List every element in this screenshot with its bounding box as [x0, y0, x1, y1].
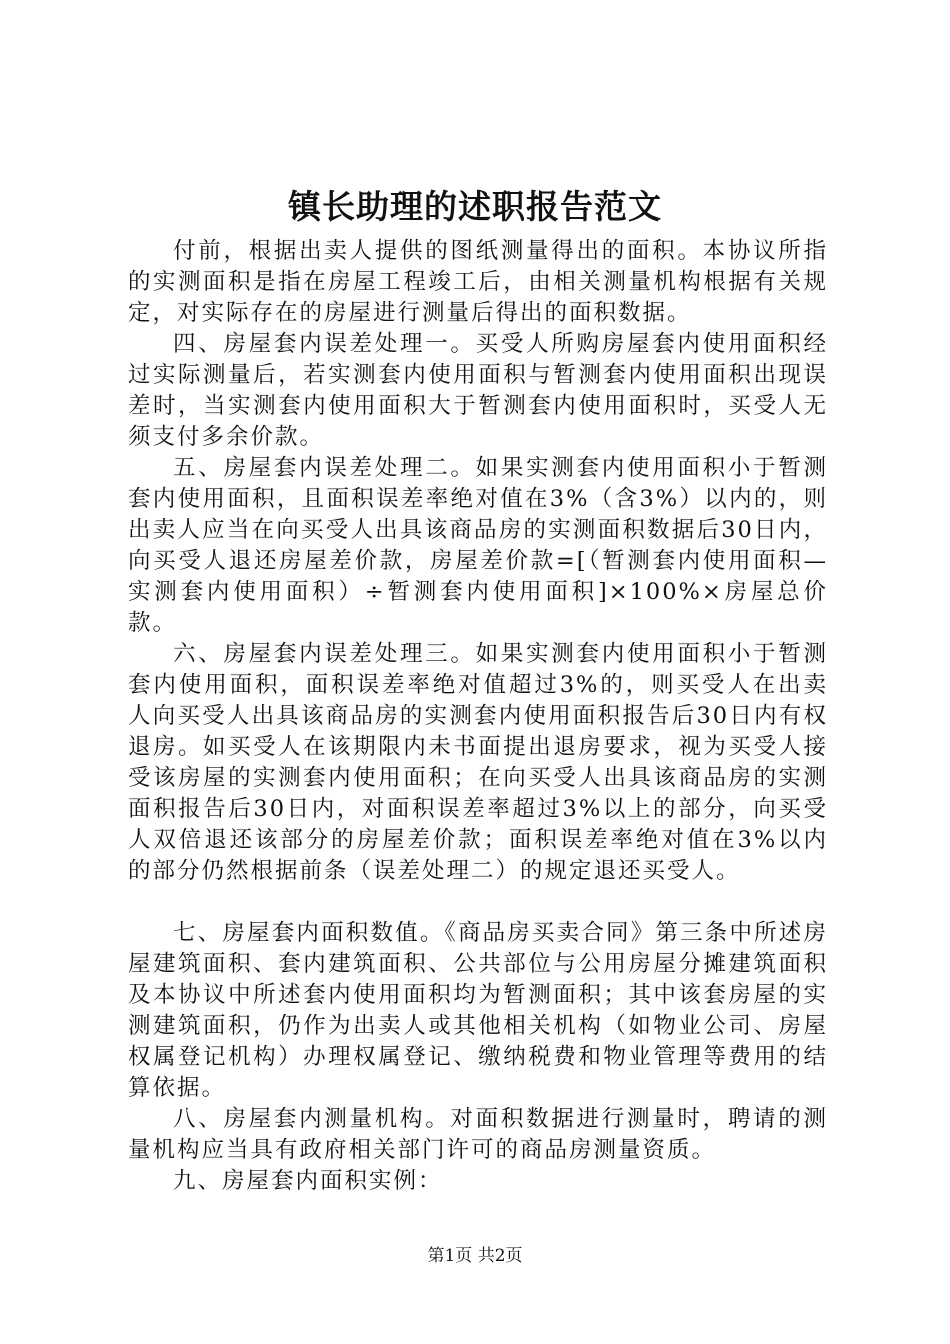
paragraph-clause-5: 五、房屋套内误差处理二。如果实测套内使用面积小于暂测套内使用面积，且面积误差率绝对值在3%（含3%）以内的，则出卖人应当在向买受人出具该商品房的实测面积数据后30日内，向买受人退还房屋差价款，房屋差价款=[（暂测套内使用面积—实测套内使用面积）÷暂测套内使用面积]×100%×房屋总价款。	[128, 455, 828, 636]
paragraph-clause-4: 四、房屋套内误差处理一。买受人所购房屋套内使用面积经过实际测量后，若实测套内使用面积与暂测套内使用面积出现误差时，当实测套内使用面积大于暂测套内使用面积时，买受人无须支付多余价款。	[128, 331, 828, 450]
paragraph-clause-7: 七、房屋套内面积数值。《商品房买卖合同》第三条中所述房屋建筑面积、套内建筑面积、公共部位与公用房屋分摊建筑面积及本协议中所述套内使用面积均为暂测面积；其中该套房屋的实测建筑面积，仍作为出卖人或其他相关机构（如物业公司、房屋权属登记机构）办理权属登记、缴纳税费和物业管理等费用的结算依据。	[128, 920, 828, 1101]
paragraph-clause-8: 八、房屋套内测量机构。对面积数据进行测量时，聘请的测量机构应当具有政府相关部门许可的商品房测量资质。	[128, 1106, 828, 1163]
paragraph-gap	[128, 887, 828, 918]
document-body	[128, 236, 828, 1197]
paragraph-clause-9: 九、房屋套内面积实例：	[173, 1168, 443, 1194]
document-title: 镇长助理的述职报告范文	[288, 187, 662, 226]
paragraph-clause-6: 六、房屋套内误差处理三。如果实测套内使用面积小于暂测套内使用面积，面积误差率绝对值超过3%的，则买受人在出卖人向买受人出具该商品房的实测套内使用面积报告后30日内有权退房。如买受人在该期限内未书面提出退房要求，视为买受人接受该房屋的实测套内使用面积；在向买受人出具该商品房的实测面积报告后30日内，对面积误差率超过3%以上的部分，向买受人双倍退还该部分的房屋差价款；面积误差率绝对值在3%以内的部分仍然根据前条（误差处理二）的规定退还买受人。	[128, 641, 828, 884]
paragraph-intro: 付前，根据出卖人提供的图纸测量得出的面积。本协议所指的实测面积是指在房屋工程竣工后，由相关测量机构根据有关规定，对实际存在的房屋进行测量后得出的面积数据。	[128, 238, 828, 326]
page-footer: 第1页 共2页	[427, 1246, 523, 1266]
